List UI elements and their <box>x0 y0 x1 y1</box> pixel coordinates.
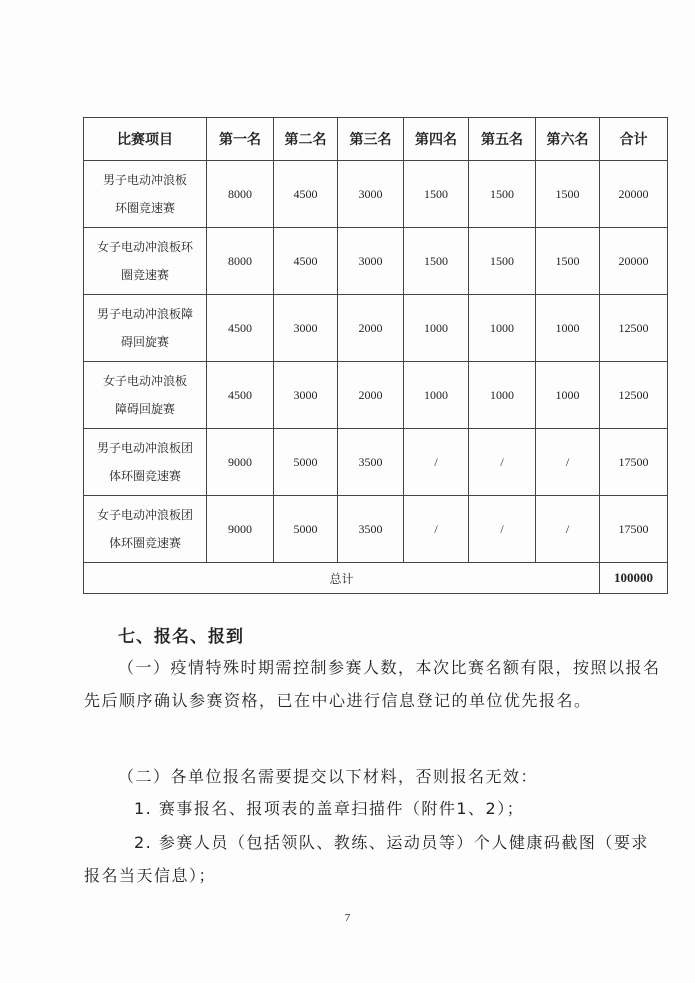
prize-money-table <box>83 117 668 594</box>
event-name-cell: 女子电动冲浪板环 圈竞速赛 <box>84 228 207 295</box>
value-cell: 9000 <box>207 496 274 563</box>
value-cell: 2000 <box>338 362 404 429</box>
table-row <box>84 295 668 362</box>
event-name-cell: 男子电动冲浪板 环圈竞速赛 <box>84 161 207 228</box>
value-cell: 3000 <box>274 362 338 429</box>
value-cell: 4500 <box>207 362 274 429</box>
value-cell: 3500 <box>338 429 404 496</box>
grand-total-value: 100000 <box>600 563 668 594</box>
value-cell: / <box>404 496 469 563</box>
value-cell: 3000 <box>338 161 404 228</box>
table-header-row <box>84 118 668 161</box>
paragraph-1: （一）疫情特殊时期需控制参赛人数，本次比赛名额有限，按照以报名先后顺序确认参赛资格，已在中心进行信息登记的单位优先报名。 <box>84 658 661 710</box>
event-name-cell: 男子电动冲浪板团 体环圈竞速赛 <box>84 429 207 496</box>
value-cell: / <box>469 429 536 496</box>
list-item-1: 1. 赛事报名、报项表的盖章扫描件（附件1、2）； <box>134 799 525 818</box>
row-total-cell: 17500 <box>600 429 668 496</box>
header-second: 第二名 <box>274 118 338 161</box>
page-number: 7 <box>344 912 351 924</box>
section-title: 七、报名、报到 <box>118 627 244 647</box>
value-cell: 1000 <box>469 362 536 429</box>
value-cell: 5000 <box>274 429 338 496</box>
value-cell: 1000 <box>404 295 469 362</box>
value-cell: / <box>469 496 536 563</box>
event-name-cell: 女子电动冲浪板 障碍回旋赛 <box>84 362 207 429</box>
value-cell: 9000 <box>207 429 274 496</box>
header-first: 第一名 <box>207 118 274 161</box>
value-cell: 1000 <box>404 362 469 429</box>
header-third: 第三名 <box>338 118 404 161</box>
value-cell: 1000 <box>469 295 536 362</box>
table-row <box>84 161 668 228</box>
grand-total-row <box>84 563 668 594</box>
value-cell: 1500 <box>469 228 536 295</box>
event-name-cell: 女子电动冲浪板团 体环圈竞速赛 <box>84 496 207 563</box>
value-cell: 4500 <box>207 295 274 362</box>
table-row <box>84 362 668 429</box>
event-name-cell: 男子电动冲浪板障 碍回旋赛 <box>84 295 207 362</box>
header-fourth: 第四名 <box>404 118 469 161</box>
value-cell: 3000 <box>338 228 404 295</box>
value-cell: / <box>536 496 600 563</box>
row-total-cell: 20000 <box>600 161 668 228</box>
value-cell: 3500 <box>338 496 404 563</box>
value-cell: 2000 <box>338 295 404 362</box>
table-row <box>84 496 668 563</box>
value-cell: 1500 <box>404 161 469 228</box>
value-cell: 1500 <box>536 228 600 295</box>
value-cell: 8000 <box>207 161 274 228</box>
paragraph-2: （二）各单位报名需要提交以下材料，否则报名无效： <box>118 767 539 786</box>
value-cell: 8000 <box>207 228 274 295</box>
row-total-cell: 12500 <box>600 362 668 429</box>
value-cell: 1500 <box>469 161 536 228</box>
value-cell: 1500 <box>536 161 600 228</box>
row-total-cell: 17500 <box>600 496 668 563</box>
table-row <box>84 429 668 496</box>
table-row <box>84 228 668 295</box>
value-cell: / <box>536 429 600 496</box>
value-cell: 4500 <box>274 228 338 295</box>
grand-total-label: 总计 <box>84 563 600 594</box>
value-cell: / <box>404 429 469 496</box>
value-cell: 3000 <box>274 295 338 362</box>
value-cell: 1000 <box>536 362 600 429</box>
header-fifth: 第五名 <box>469 118 536 161</box>
value-cell: 1500 <box>404 228 469 295</box>
header-total: 合计 <box>600 118 668 161</box>
row-total-cell: 20000 <box>600 228 668 295</box>
value-cell: 1000 <box>536 295 600 362</box>
header-event: 比赛项目 <box>84 118 207 161</box>
row-total-cell: 12500 <box>600 295 668 362</box>
value-cell: 4500 <box>274 161 338 228</box>
header-sixth: 第六名 <box>536 118 600 161</box>
list-item-2: 2. 参赛人员（包括领队、教练、运动员等）个人健康码截图（要求报名当天信息）； <box>84 833 649 885</box>
value-cell: 5000 <box>274 496 338 563</box>
